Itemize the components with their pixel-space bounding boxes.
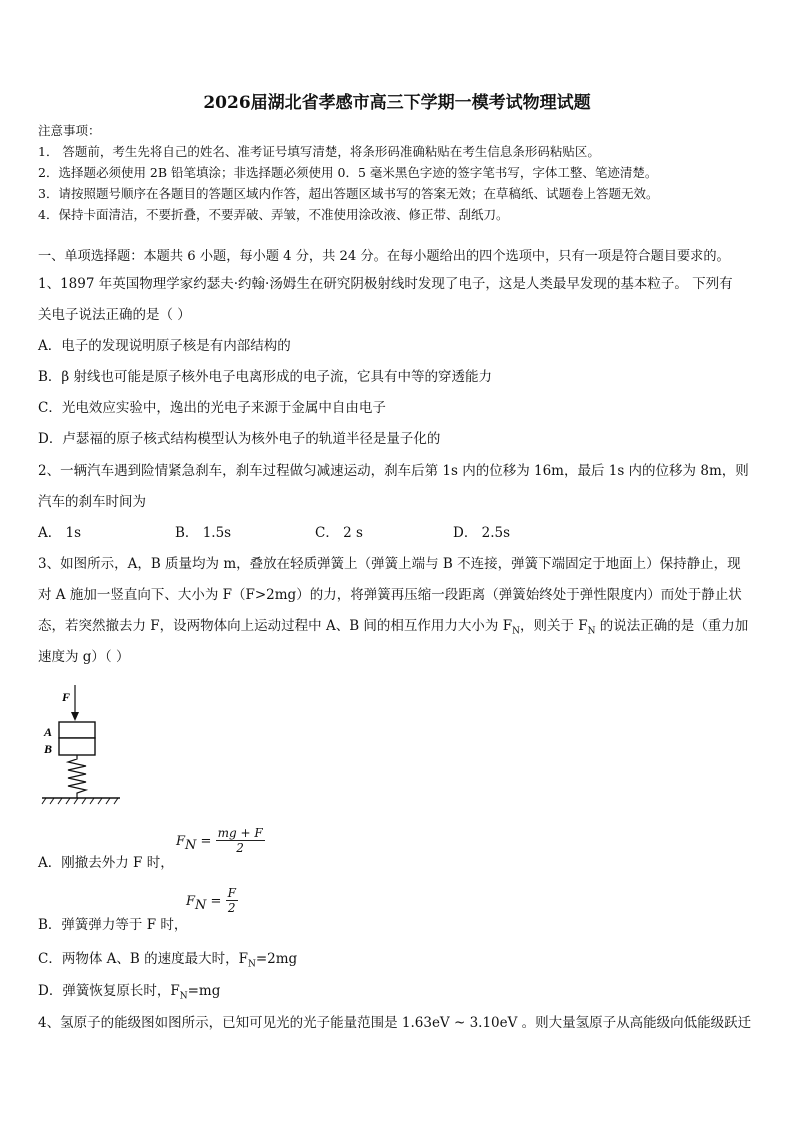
page-title: 2026届湖北省孝感市高三下学期一模考试物理试题 [203, 93, 591, 113]
q3-option-d: D．弹簧恢复原长时，$F_N=mg$ [38, 983, 221, 1002]
q1-option-d: D．卢瑟福的原子核式结构模型认为核外电子的轨道半径是量子化的 [38, 431, 441, 447]
q2-option-c: C． 2 s [315, 525, 363, 541]
q3-stem-line4: 速度为 g）（ ） [38, 649, 130, 665]
block-a-label: A [44, 725, 53, 739]
notice-item-3: 3．请按照题号顺序在各题目的答题区域内作答，超出答题区域书写的答案无效；在草稿纸、试题卷上答题无效。 [38, 186, 659, 201]
q3-option-c: C．两物体 A、B 的速度最大时，$F_N=2mg$ [38, 951, 298, 970]
block-a [59, 722, 95, 738]
q3-option-b-formula: $F_N$ = $\frac{F}{2}$ [186, 886, 236, 915]
notice-heading: 注意事项： [38, 123, 101, 138]
section-heading: 一、单项选择题：本题共 6 小题，每小题 4 分，共 24 分。在每小题给出的四个选项中，只有一项是符合题目要求的。 [38, 249, 730, 264]
q1-stem-line2: 关电子说法正确的是（ ） [38, 307, 191, 323]
q3-option-b-text: B．弹簧弹力等于 F 时， [38, 917, 188, 933]
force-arrow-head [71, 712, 79, 721]
force-label: F [62, 690, 71, 704]
spring [68, 755, 86, 798]
q3-stem-line2: 对 A 施加一竖直向下、大小为 F（F>2mg）的力，将弹簧再压缩一段距离（弹簧始终处于弹性限度内）而处于静止状 [38, 587, 742, 603]
q2-option-b: B． 1.5s [175, 525, 232, 541]
block-b [59, 738, 95, 755]
q1-option-b: B．β 射线也可能是原子核外电子电离形成的电子流，它具有中等的穿透能力 [38, 369, 493, 385]
notice-item-2: 2．选择题必须使用 2B 铅笔填涂；非选择题必须使用 0．5 毫米黑色字迹的签字笔书写，字体工整、笔迹清楚。 [38, 165, 658, 180]
q4-stem-line1: 4、氢原子的能级图如图所示，已知可见光的光子能量范围是 1.63eV ~ 3.10eV 。则大量氢原子从高能级向低能级跃迁 [38, 1015, 752, 1031]
q1-stem-line1: 1、1897 年英国物理学家约瑟夫·约翰·汤姆生在研究阴极射线时发现了电子，这是人类最早发现的基本粒子。 下列有 [38, 276, 733, 292]
q2-option-d: D． 2.5s [453, 525, 511, 541]
q3-option-a-text: A．刚撤去外力 F 时， [38, 855, 174, 871]
spring-block-figure [38, 682, 128, 807]
notice-item-1: 1． 答题前，考生先将自己的姓名、准考证号填写清楚，将条形码准确粘贴在考生信息条形码粘贴区。 [38, 144, 600, 159]
block-b-label: B [44, 742, 53, 756]
q3-option-a-formula: $F_N$ = $\frac{mg + F}{2}$ [176, 826, 263, 855]
q1-option-a: A．电子的发现说明原子核是有内部结构的 [38, 338, 291, 354]
q1-option-c: C．光电效应实验中，逸出的光电子来源于金属中自由电子 [38, 400, 386, 416]
q3-stem-line3: 态，若突然撤去力 F，设两物体向上运动过程中 A、B 间的相互作用力大小为 $F_N$，则关于 $F_N$ 的说法正确的是（重力加 [38, 618, 749, 637]
q2-stem-line2: 汽车的刹车时间为 [38, 494, 146, 510]
q3-stem-line1: 3、如图所示，A，B 质量均为 m，叠放在轻质弹簧上（弹簧上端与 B 不连接，弹簧下端固定于地面上）保持静止，现 [38, 556, 741, 572]
q2-option-a: A． 1s [38, 525, 82, 541]
ground-hatching [42, 798, 118, 804]
notice-item-4: 4．保持卡面清洁，不要折叠，不要弄破、弄皱，不准使用涂改液、修正带、刮纸刀。 [38, 207, 509, 222]
q2-stem-line1: 2、一辆汽车遇到险情紧急刹车，刹车过程做匀减速运动，刹车后第 1s 内的位移为 16m，最后 1s 内的位移为 8m，则 [38, 463, 749, 479]
